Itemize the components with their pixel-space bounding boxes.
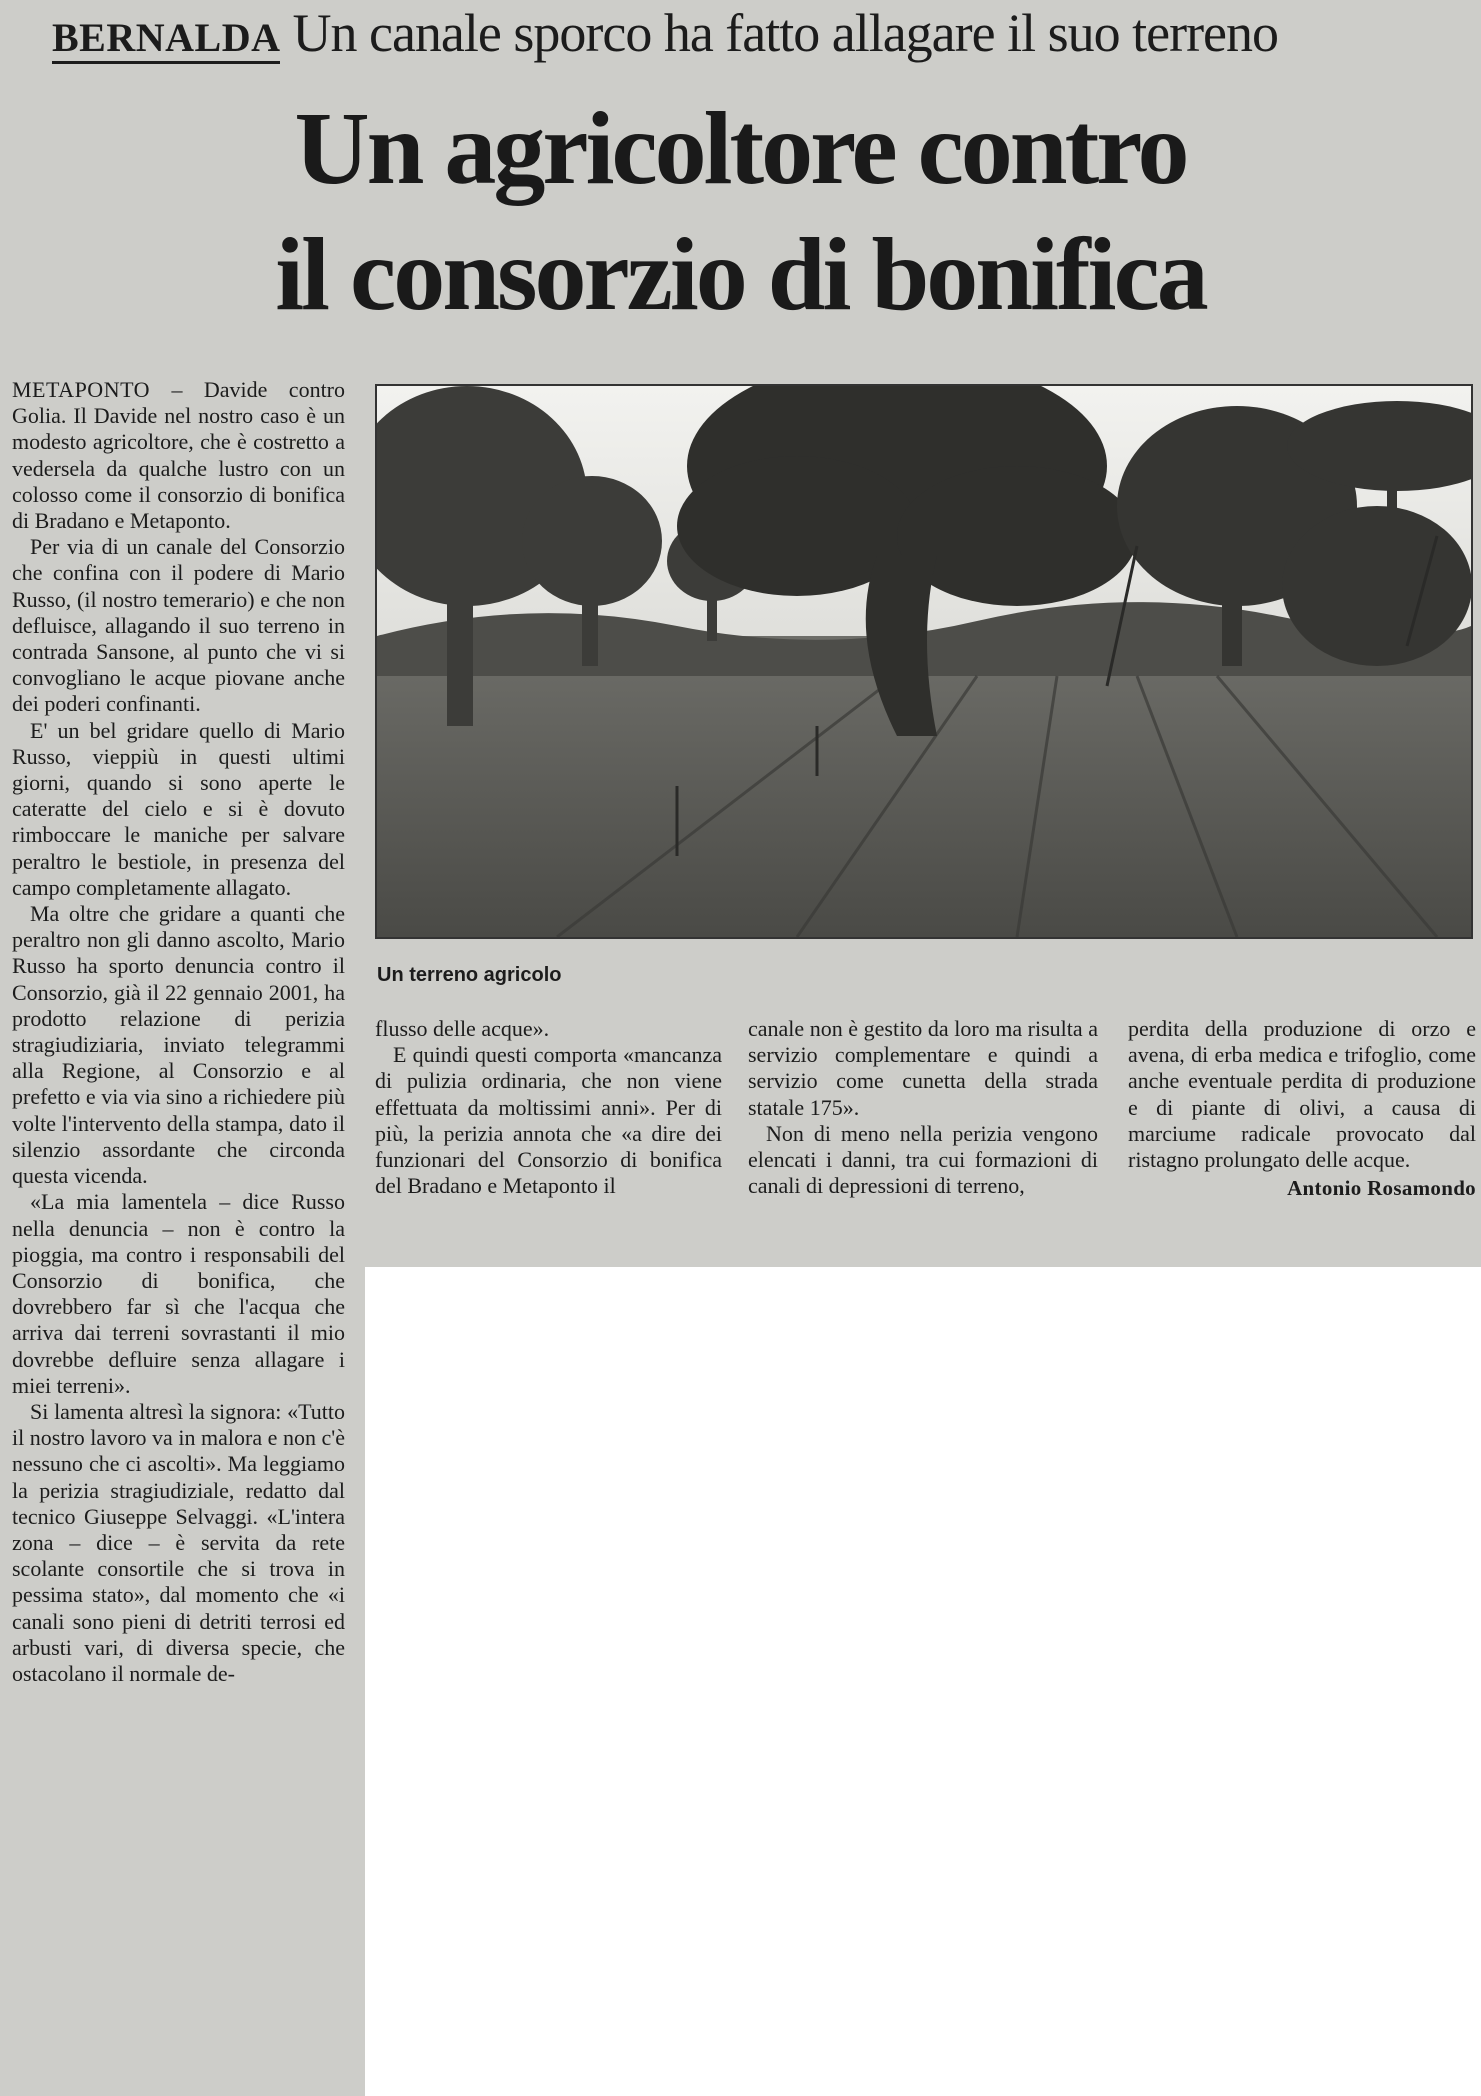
paragraph: flusso delle acque». (375, 1016, 550, 1041)
paragraph: Ma oltre che gridare a quanti che peraltro non gli danno ascolto, Mario Russo ha sporto denuncia contro il Consorzio, già il 22 gennaio 2001, ha prodotto relazione di perizia stragiudiziaria, inviato telegrammi alla Regione, al Consorzio e al prefetto e via via sino a richiedere più volte l'intervento della stampa, dato il silenzio assordante che circonda questa vicenda. (12, 901, 345, 1189)
headline (0, 86, 1481, 338)
photo-caption: Un terreno agricolo (377, 964, 562, 986)
paragraph: Non di meno nella perizia vengono elencati i danni, tra cui formazioni di canali di depressioni di terreno, (748, 1120, 1098, 1199)
paragraph: Per via di un canale del Consorzio che confina con il podere di Mario Russo, (il nostro temerario) e che non defluisce, allagando il suo terreno in contrada Sansone, al punto che vi si convogliano le acque piovane anche dei poderi confinanti. (12, 534, 345, 717)
paragraph: canale non è gestito da loro ma risulta a servizio complementare e quindi a servizio come cunetta della strada statale 175». (748, 1016, 1098, 1120)
kicker (52, 3, 1472, 63)
kicker-place: BERNALDA (52, 15, 280, 64)
headline-line-1: Un agricoltore contro (294, 91, 1187, 206)
headline-line-2: il consorzio di bonifica (275, 217, 1206, 332)
paragraph: «La mia lamentela – dice Russo nella denuncia – non è contro la pioggia, ma contro i responsabili del Consorzio di bonifica, che dovrebbero far sì che l'acqua che arriva dai terreni sovrastanti il mio dovrebbe defluire senza allagare i miei terreni». (12, 1189, 345, 1398)
article-column-2 (375, 1016, 722, 1199)
article-column-4 (1128, 1016, 1476, 1201)
article-column-3 (748, 1016, 1098, 1199)
paragraph: METAPONTO – Davide contro Golia. Il Davide nel nostro caso è un modesto agricoltore, che è costretto a vedersela da qualche lustro con un colosso come il consorzio di bonifica di Bradano e Metaponto. (12, 377, 346, 534)
photo-farmland (375, 384, 1473, 939)
byline: Antonio Rosamondo (1287, 1176, 1476, 1201)
paragraph: perdita della produzione di orzo e avena, di erba medica e trifoglio, come anche eventuale perdita di produzione e di piante di olivi, a causa di marciume radicale provocato dal ristagno prolungato delle acque. (1128, 1016, 1476, 1173)
kicker-text: Un canale sporco ha fatto allagare il suo terreno (292, 3, 1279, 63)
paragraph: Si lamenta altresì la signora: «Tutto il nostro lavoro va in malora e non c'è nessuno che ci ascolti». Ma leggiamo la perizia stragiudiziale, redatto dal tecnico Giuseppe Selvaggi. «L'intera zona – dice – è servita da rete scolante consortile che si trova in pessima stato», dal momento che «i canali sono pieni di detriti terrosi ed arbusti vari, di diversa specie, che ostacolano il normale de- (12, 1398, 345, 1686)
article-column-1 (12, 377, 345, 1687)
paragraph: E' un bel gridare quello di Mario Russo, vieppiù in questi ultimi giorni, quando si sono aperte le cateratte del cielo e si è dovuto rimboccare le maniche per salvare peraltro le bestiole, in presenza del campo completamente allagato. (12, 717, 345, 900)
paragraph: E quindi questi comporta «mancanza di pulizia ordinaria, che non viene effettuata da moltissimi anni». Per di più, la perizia annota che «a dire dei funzionari del Consorzio di bonifica del Bradano e Metaponto il (375, 1042, 722, 1199)
dateline: METAPONTO (12, 377, 151, 402)
photo-illustration (377, 386, 1471, 937)
